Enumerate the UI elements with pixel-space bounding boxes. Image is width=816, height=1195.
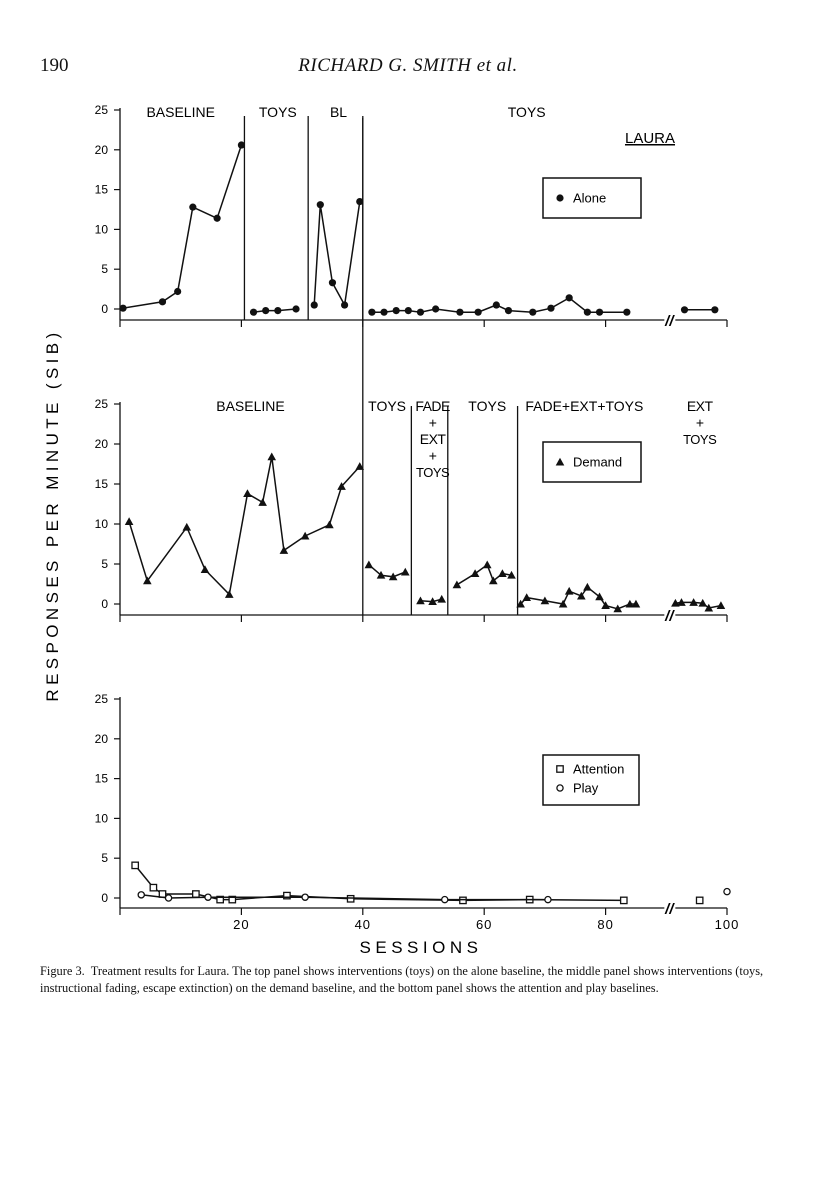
legend-label: Alone [573, 190, 607, 206]
data-point [132, 862, 138, 868]
data-point [347, 896, 353, 902]
y-tick-label: 15 [94, 771, 108, 786]
panel-bottom [95, 692, 740, 932]
running-head: RICHARD G. SMITH et al. [298, 55, 518, 76]
series-line [123, 145, 241, 308]
data-point [150, 884, 156, 890]
chart-title: LAURA [624, 130, 676, 147]
data-point [471, 569, 480, 577]
data-point [193, 891, 199, 897]
data-point [437, 595, 446, 603]
data-point [557, 766, 563, 772]
data-point [505, 307, 512, 314]
data-point [380, 309, 387, 316]
data-point [238, 141, 245, 148]
data-point [405, 307, 412, 314]
data-point [584, 309, 591, 316]
y-tick-label: 15 [94, 182, 108, 197]
phase-label: BL [329, 104, 348, 120]
y-tick-label: 20 [94, 437, 108, 451]
phase-label: FADE [415, 398, 450, 414]
x-tick-label: 60 [475, 917, 493, 932]
data-point [475, 309, 482, 316]
data-point [356, 198, 363, 205]
legend-label: Attention [573, 761, 625, 777]
phase-label: TOYS [468, 398, 507, 414]
data-point [325, 521, 334, 529]
axis-break-mark: // [665, 901, 674, 918]
data-point [696, 897, 702, 903]
data-point [274, 307, 281, 314]
y-tick-label: 25 [94, 692, 108, 706]
phase-label: EXT [686, 398, 713, 414]
data-point [201, 565, 210, 573]
data-point [341, 301, 348, 308]
phase-label: EXT [419, 431, 446, 447]
x-tick-label: 40 [354, 917, 372, 932]
data-point [724, 889, 730, 895]
legend-label: Play [573, 780, 599, 796]
data-point [557, 785, 563, 791]
y-tick-label: 0 [101, 597, 108, 611]
phase-label: + [428, 447, 437, 464]
y-tick-label: 10 [94, 811, 108, 826]
data-point [165, 895, 171, 901]
data-point [623, 309, 630, 316]
data-point [159, 298, 166, 305]
caption-text: Treatment results for Laura. The top panel shows interventions (toys) on the alone baseline, the middle panel shows interventions (toys, instructional fading, escape extinction) on the demand baseline, and the bottom panel shows the attention and play baselines. [40, 964, 764, 995]
y-tick-label: 10 [94, 517, 108, 531]
y-tick-label: 25 [94, 103, 108, 117]
data-point [583, 583, 592, 591]
axis-break-mark: // [665, 608, 674, 625]
data-point [205, 894, 211, 900]
data-point [621, 897, 627, 903]
data-point [189, 204, 196, 211]
data-point [545, 896, 551, 902]
y-tick-label: 0 [101, 302, 108, 316]
phase-label: TOYS [416, 465, 450, 480]
data-point [243, 489, 252, 497]
phase-label: TOYS [258, 104, 297, 120]
data-point [119, 305, 126, 312]
series-alone [119, 141, 718, 315]
data-point [174, 288, 181, 295]
data-point [417, 309, 424, 316]
axis-break-mark: // [665, 313, 674, 330]
data-point [214, 215, 221, 222]
data-point [280, 546, 289, 554]
data-point [522, 593, 531, 601]
data-point [159, 891, 165, 897]
data-point [432, 305, 439, 312]
y-tick-label: 20 [94, 731, 108, 746]
y-tick-label: 5 [101, 557, 108, 571]
phase-label: TOYS [507, 104, 546, 120]
data-point [262, 307, 269, 314]
data-point [460, 897, 466, 903]
phase-label: + [695, 414, 704, 431]
phase-label: + [428, 414, 437, 431]
y-tick-label: 20 [94, 142, 108, 157]
data-point [250, 309, 257, 316]
data-point [493, 301, 500, 308]
y-tick-label: 0 [101, 891, 108, 905]
data-point [529, 309, 536, 316]
data-point [138, 892, 144, 898]
y-axis-label: RESPONSES PER MINUTE (SIB) [43, 328, 62, 702]
panel-middle [95, 397, 727, 625]
data-point [556, 194, 563, 201]
data-point [711, 306, 718, 313]
phase-label: TOYS [368, 398, 407, 414]
data-point [258, 498, 267, 506]
data-point [547, 305, 554, 312]
data-point [311, 301, 318, 308]
series-line [369, 565, 405, 577]
y-tick-label: 10 [94, 222, 108, 237]
data-point [329, 279, 336, 286]
x-tick-label: 20 [233, 917, 250, 932]
series-line [314, 202, 360, 306]
phase-label: BASELINE [146, 104, 215, 120]
data-point [566, 294, 573, 301]
data-point [717, 601, 726, 609]
data-point [182, 523, 191, 531]
data-point [302, 894, 308, 900]
data-point [596, 309, 603, 316]
data-point [368, 309, 375, 316]
phase-label: TOYS [683, 432, 717, 447]
data-point [267, 453, 276, 461]
phase-label: BASELINE [216, 398, 285, 414]
y-tick-label: 5 [101, 851, 108, 866]
data-point [317, 201, 324, 208]
y-tick-label: 15 [94, 477, 108, 491]
series-line [129, 457, 360, 595]
data-point [301, 532, 310, 540]
page-number: 190 [40, 55, 69, 76]
x-tick-label: 80 [597, 917, 614, 932]
phase-label: FADE+EXT+TOYS [525, 398, 644, 414]
x-tick-label: 100 [714, 917, 740, 932]
y-tick-label: 25 [94, 397, 108, 411]
x-axis-label: SESSIONS [359, 938, 483, 957]
y-tick-label: 5 [101, 262, 108, 277]
data-point [442, 896, 448, 902]
data-point [393, 307, 400, 314]
data-point [498, 569, 507, 577]
figure-label: Figure 3. [40, 964, 85, 978]
data-point [456, 309, 463, 316]
figure-caption [40, 963, 780, 996]
data-point [125, 517, 134, 525]
data-point [401, 568, 410, 576]
data-point [365, 561, 374, 569]
data-point [483, 561, 492, 569]
data-point [453, 581, 462, 589]
data-point [292, 305, 299, 312]
data-point [681, 306, 688, 313]
data-point [565, 587, 574, 595]
legend-label: Demand [573, 454, 623, 470]
